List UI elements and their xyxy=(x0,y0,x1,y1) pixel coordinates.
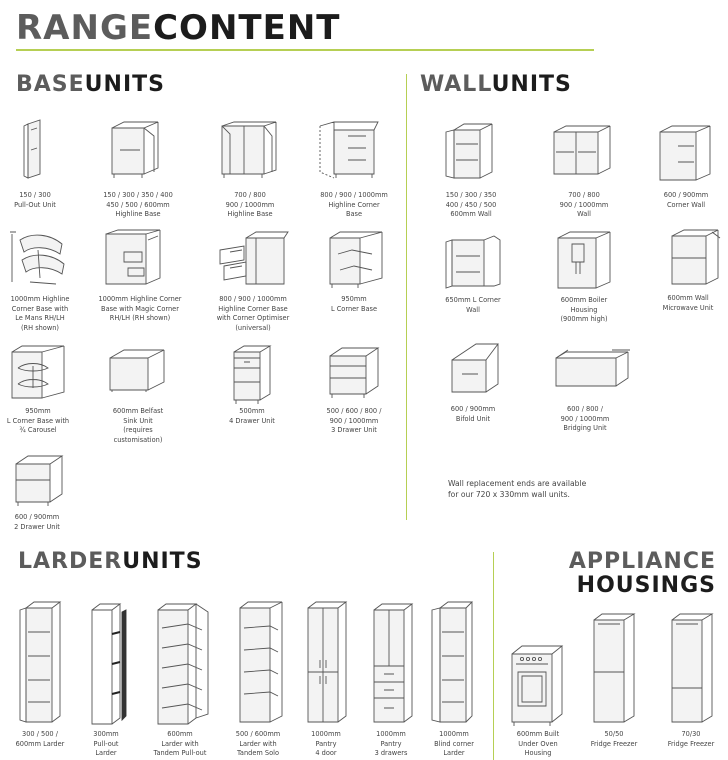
wall-unit-caption: 600mm Boiler Housing (900mm high) xyxy=(560,296,608,324)
larder-unit-caption: 500 / 600mm Larder with Tandem Solo xyxy=(235,730,281,758)
larder-unit-caption: 600mm Larder with Tandem Pull-out xyxy=(153,730,207,758)
l-corner-wall-illustration xyxy=(444,234,502,292)
built-under-oven-housing-illustration xyxy=(508,644,564,726)
wall-unit-caption: 600mm Wall Microwave Unit xyxy=(662,294,714,312)
wall-unit-caption: 600 / 900mm Bifold Unit xyxy=(450,405,496,423)
tandem-pull-out-larder-illustration xyxy=(152,604,212,728)
larder-unit-caption: 300 / 500 / 600mm Larder xyxy=(15,730,65,748)
base-unit-caption: 150 / 300 / 350 / 400 450 / 500 / 600mm Highline Base xyxy=(103,191,173,219)
l-corner-carousel-illustration xyxy=(8,346,66,402)
base-unit-caption: 600 / 900mm 2 Drawer Unit xyxy=(14,513,60,531)
pantry-three-drawers-illustration xyxy=(370,604,414,726)
page-title xyxy=(16,8,340,48)
wall-units-title xyxy=(420,72,572,97)
pull-out-larder-illustration xyxy=(86,604,128,728)
wall-unit-small-illustration xyxy=(444,124,496,180)
tandem-solo-larder-illustration xyxy=(234,602,286,726)
highline-base-large-illustration xyxy=(220,122,280,178)
wall-units-title-light: WALL xyxy=(420,72,492,97)
belfast-sink-unit-illustration xyxy=(108,348,168,392)
base-wall-divider xyxy=(406,74,407,520)
larder-units-title-dark: UNITS xyxy=(122,549,203,574)
bifold-unit-illustration xyxy=(446,340,500,396)
four-drawer-unit-illustration xyxy=(230,346,272,404)
wall-unit-large-illustration xyxy=(548,126,614,176)
larder-unit-caption: 1000mm Blind corner Larder xyxy=(434,730,474,758)
page-title-dark: CONTENT xyxy=(153,8,341,48)
larder-unit-caption: 1000mm Pantry 4 door xyxy=(311,730,341,758)
appliance-housings-title-line2: HOUSINGS xyxy=(576,573,716,598)
base-unit-caption: 950mm L Corner Base xyxy=(330,295,378,313)
bridging-unit-illustration xyxy=(552,350,632,390)
fridge-freezer-seventy-illustration xyxy=(666,614,716,726)
base-unit-caption: 1000mm Highline Corner Base with Magic Corner RH/LH (RH shown) xyxy=(98,295,182,323)
wall-units-title-dark: UNITS xyxy=(491,72,572,97)
larder-unit-illustration xyxy=(18,602,64,726)
base-units-title-dark: UNITS xyxy=(84,72,165,97)
appliance-housing-caption: 600mm Built Under Oven Housing xyxy=(516,730,560,758)
base-unit-caption: 1000mm Highline Corner Base with Le Mans RH/LH (RH shown) xyxy=(10,295,70,332)
highline-corner-base-illustration xyxy=(318,122,380,178)
wall-replacement-note: Wall replacement ends are available for our 720 x 330mm wall units. xyxy=(448,479,587,499)
base-unit-caption: 500mm 4 Drawer Unit xyxy=(229,407,275,425)
larder-unit-caption: 300mm Pull-out Larder xyxy=(93,730,119,758)
base-unit-caption: 150 / 300 Pull-Out Unit xyxy=(14,191,56,209)
corner-wall-illustration xyxy=(654,126,712,184)
boiler-housing-illustration xyxy=(552,232,616,292)
base-unit-caption: 500 / 600 / 800 / 900 / 1000mm 3 Drawer Unit xyxy=(326,407,382,435)
wall-unit-caption: 600 / 800 / 900 / 1000mm Bridging Unit xyxy=(560,405,610,433)
base-unit-caption: 600mm Belfast Sink Unit (requires customisation) xyxy=(112,407,164,444)
l-corner-base-illustration xyxy=(326,232,384,288)
base-unit-caption: 950mm L Corner Base with ¾ Carousel xyxy=(6,407,70,435)
highline-base-small-illustration xyxy=(110,122,162,178)
two-drawer-unit-illustration xyxy=(12,456,64,506)
larder-appliance-divider xyxy=(493,552,494,760)
appliance-housing-caption: 50/50 Fridge Freezer xyxy=(590,730,638,748)
page-title-light: RANGE xyxy=(16,8,154,48)
pantry-four-door-illustration xyxy=(304,602,348,726)
fridge-freezer-fifty-illustration xyxy=(588,614,638,726)
larder-unit-caption: 1000mm Pantry 3 drawers xyxy=(374,730,408,758)
base-unit-caption: 700 / 800 900 / 1000mm Highline Base xyxy=(225,191,275,219)
base-units-title-light: BASE xyxy=(16,72,85,97)
corner-optimiser-base-illustration xyxy=(216,232,288,288)
base-unit-caption: 800 / 900 / 1000mm Highline Corner Base with Corner Optimiser (universal) xyxy=(216,295,290,332)
wall-unit-caption: 600 / 900mm Corner Wall xyxy=(663,191,709,209)
wall-microwave-unit-illustration xyxy=(666,230,722,288)
blind-corner-larder-illustration xyxy=(430,602,474,726)
appliance-housings-title-line1: APPLIANCE xyxy=(568,549,716,574)
base-units-title xyxy=(16,72,165,97)
magic-corner-base-illustration xyxy=(104,230,166,288)
header-rule xyxy=(16,49,594,51)
larder-units-title xyxy=(18,549,203,574)
appliance-housing-caption: 70/30 Fridge Freezer xyxy=(667,730,715,748)
pull-out-unit-illustration xyxy=(22,120,46,178)
wall-unit-caption: 700 / 800 900 / 1000mm Wall xyxy=(559,191,609,219)
wall-unit-caption: 150 / 300 / 350 400 / 450 / 500 600mm Wall xyxy=(445,191,497,219)
base-unit-caption: 800 / 900 / 1000mm Highline Corner Base xyxy=(320,191,388,219)
larder-units-title-light: LARDER xyxy=(18,549,123,574)
le-mans-corner-base-illustration xyxy=(8,230,72,286)
three-drawer-unit-illustration xyxy=(326,348,380,398)
wall-unit-caption: 650mm L Corner Wall xyxy=(445,296,501,314)
